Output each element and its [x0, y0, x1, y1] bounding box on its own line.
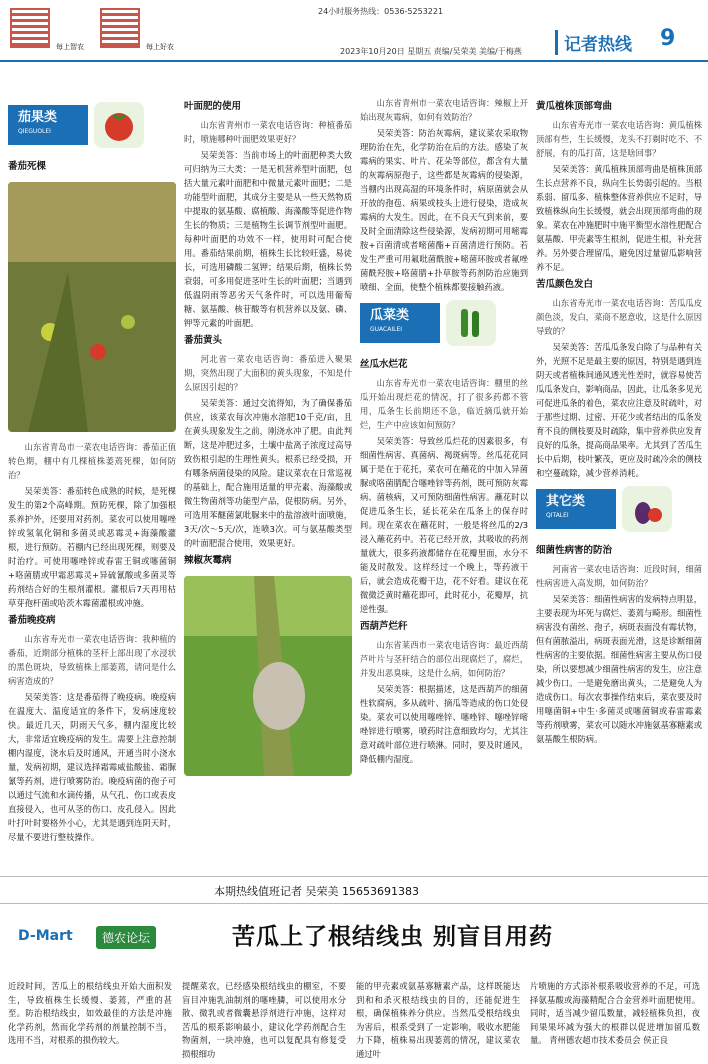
- question-text: 山东省莱西市一菜农电话咨询：最近西葫芦叶片与茎秆结合的部位出现腐烂了，腐烂，并发出恶臭味，这是什么病，如何防治？: [360, 640, 528, 678]
- section-banner-other: [536, 484, 702, 534]
- answer-text: 吴荣美答：这是番茄得了晚疫病。晚疫病在温度大、温度适宜的条件下，发病速度较快。最近几天，阴雨天气多，棚内湿度比较大，非常适宜晚疫病的发生。需要上注意控制棚内湿度，浇水后及时通风，开通当时小浇水量，发病初期，建议选择霜霉威盐酸盐、霜脲氰等药剂，进行喷雾防治。晚疫病菌的孢子可以通过气流和水滴传播，从气孔、伤口或表皮直接侵入，也可从茎的伤口、皮孔侵入。因此叶打叶时要格外小心，尤其是遇到连阴天时，尽量不要进行整枝操作。: [8, 692, 176, 842]
- hotline: 24小时服务热线：0536-5253221: [318, 7, 444, 16]
- section-tag: [360, 303, 440, 343]
- answer-text: 吴荣美答：细菌性病害的发病特点明显，主要表现为坏死与腐烂、萎蔫与畸形。细菌性病害没有菌丝、孢子，病斑表面没有霉状物，但有菌脓溢出，病斑表面光滑，这是诊断细菌性病害的主要依据。细菌性病害主要从伤口侵染，所以要想减少细菌性病害的发生，应注意减少伤口。一是避免磨出黄头，二是避免人为造成伤口。每次农事操作结束后，菜农要及时用噻菌铜+中生·多菌灵或噻菌铜或春雷霉素等药剂喷雾，菜农可以随水冲施氨基寡糖素或氨基酸生根防病。: [536, 594, 702, 744]
- column-2: [184, 96, 352, 866]
- page-number: 9: [660, 26, 676, 51]
- qr-label: 每上好农: [146, 43, 174, 51]
- qr-code-icon: [100, 8, 140, 48]
- vegetables-icon: [622, 486, 672, 532]
- answer-text: 吴荣美答：番茄转色成熟的时候，是死棵发生的第2个高峰期。预防死棵，除了加强根系养护外，还要用对药剂。菜农可以使用噻唑锌或氢氧化铜和多菌灵或恶霉灵+海藻酸灌根，进行预防。若棚内已经出现死棵，则要及时治疗。可使用噻唑锌或春雷王铜或噻菌铜+咯菌腈或甲霜恶霉灵+异硫氰酸或多菌灵等药剂结合好的生根剂灌根。灌根后7天再用枯草芽孢杆菌或哈茨木霉菌灌根或冲施。: [8, 486, 176, 608]
- answer-text: 吴荣美答：黄瓜植株顶部弯曲是植株顶部生长点营养不良，纵向生长势弱引起的。当根系弱、留瓜多、植株整体营养供应不足时，导致植株纵向生长缓慢，就会出现顶部弯曲的现象。菜农在冲施肥时中施平衡型水溶性肥配合氨基酸、甲壳素等生根剂，促进生根，补充营养。另外要合理留瓜，避免因过量留瓜影响营养不足。: [536, 164, 702, 272]
- question-text: 山东省青岛市一菜农电话咨询：番茄正值转色期，棚中有几棵植株萎蔫死棵，如何防治？: [8, 442, 176, 480]
- question-text: 山东省寿光市一菜农电话咨询：棚里的丝瓜开始出现烂花的情况，打了很多药都不管用，瓜条生长前期还不急，临近摘瓜就开始烂，生产中应该如何预防？: [360, 378, 528, 430]
- section-banner-melon: [360, 298, 528, 348]
- ad-text: 片喷施的方式添补根系吸收营养的不足，可选择氨基酸或海藻精配合合金营养叶面肥使用。同时，适当减少留瓜数量，减轻植株负担，夜间果果坏减为强大的根群以促进增加留瓜数量。 青州德农超市技术委员会 侯正良: [530, 981, 700, 1046]
- question-text: 山东省青州市一菜农电话咨询：辣椒上开始出现灰霉病，如何有效防治？: [360, 98, 528, 122]
- answer-text: 吴荣美答：防治灰霉病，建议菜农采取物理防治在先，化学防治在后的方法。感染了灰霉病的果实、叶片、花朵等部位，都含有大量的灰霉病原孢子，这些都是灰霉病的侵染源，当棚内出现高湿的环境条件时，病原菌就会从开放的孢苞、病果或枝头上进行侵染，造成灰霉病的大发生。因此，在不良天气到来前，要及时全面清除这些侵染源，发病初期可用嘧霉胺+百菌清或者嘧菌酯+百菌清进行预防。若发生严重可用氟吡菌酰胺+嘧菌环胺或者氟唑菌酰羟胺+咯菌腈+扑草胺等药剂防治应施到喷细、全面，使整个植株都要接触药液。: [360, 128, 528, 292]
- qr-label: 每上智农: [56, 43, 84, 51]
- article-title: 丝瓜水烂花: [360, 359, 408, 370]
- column-4: [536, 96, 702, 866]
- article-title: 西葫芦烂秆: [360, 621, 408, 632]
- question-text: 山东省寿光市一菜农电话咨询：黄瓜植株顶部有些，生长缓慢，龙头不打剃时吃不、不舒展，有的瓜打苗，这是啥回事？: [536, 120, 702, 158]
- dateline: 2023年10月20日 星期五 责编/吴荣美 美编/于梅燕: [340, 47, 522, 56]
- answer-text: 吴荣美答：苦瓜瓜条发白除了与品种有关外，光照不足是最主要的原因，特别是遇到连阴天或者植株间通风透光性差时，就容易使苦瓜瓜条发白，影响商品，因此，让瓜条多见光可促进瓜条的着色，菜农应注意及时疏叶，对于那些过期、过密、开花少或者结出的瓜条发育不良的侧枝要及时疏除，集中营养供应发育良好的瓜条，提高商品果率。尤其到了苦瓜生长中后期，枝叶繁茂，更应及时疏冷余的侧枝和空蔓疏除，减少营养消耗。: [536, 342, 702, 478]
- section-pinyin: QITALEI: [546, 512, 569, 519]
- tomato-plant-photo: [8, 182, 176, 432]
- question-text: 山东省青州市一菜农电话咨询：种植番茄时，喷施哪种叶面肥效果更好？: [184, 120, 352, 144]
- column-3: [360, 96, 528, 866]
- ad-text: 近段时间，苦瓜上的根结线虫开始大面积发生，导致植株生长缓慢、萎蔫，严重的甚至。防治根结线虫，如效最佳的方法是冲施化学药剂，然而化学药剂的剂量控制不当，选用不当，对根系的损伤较大。: [8, 981, 172, 1046]
- section-pinyin: GUACAILEI: [370, 326, 403, 333]
- pepper-mold-photo: [184, 576, 352, 776]
- article-title: 番茄晚疫病: [8, 615, 56, 626]
- duty-reporter: 本期热线值班记者 吴荣美 15653691383: [214, 885, 419, 898]
- article-title: 番茄死棵: [8, 161, 47, 172]
- dmart-logo: D-Mart: [18, 928, 73, 944]
- ad-headline: 苦瓜上了根结线虫 别盲目用药: [232, 924, 554, 950]
- section-title: 茄果类: [18, 110, 58, 125]
- section-title: 其它类: [546, 494, 586, 509]
- section-banner-fruit: [8, 100, 176, 150]
- section-tag: [536, 489, 616, 529]
- article-title: 辣椒灰霉病: [184, 555, 232, 566]
- hotline-footer: [0, 876, 708, 904]
- article-title: 苦瓜颜色发白: [536, 279, 594, 290]
- answer-text: 吴荣美答：当前市场上的叶面肥种类大致可归纳为三大类：一是无机营养型叶面肥，包括大量元素叶面肥和中微量元素叶面肥；二是功能型叶面肥，其成分主要是从一些天然物质中提取的氨基酸、腐植酸、海藻酸等促进作物生长的物质；三是植物生长调节剂型叶面肥。每种叶面肥的功效不一样，使用时可配合使用。番茄结果前期，植株生长比较旺盛，易徒长，可选用磷酸二氢钾；结果后期，植株长势衰弱，可多用促进茎叶生长的叶面肥；当遇到低温阴雨等恶劣天气条件时，可以选用葡萄糖、氨基酸、核苷酸等有机营养以及氨、磷、钾等元素的叶面肥。: [184, 150, 352, 328]
- ad-banner: [0, 912, 708, 970]
- section-pinyin: QIEGUOLEI: [18, 128, 51, 135]
- column-1: [8, 96, 176, 866]
- forum-badge: 德农论坛: [96, 926, 156, 949]
- question-text: 河北省一菜农电话咨询：番茄进入聚果期，突然出现了大面积的黄头现象，不知是什么原因引起的？: [184, 354, 352, 392]
- section-title: 瓜菜类: [370, 308, 410, 323]
- section-brand: 记者热线: [555, 30, 632, 55]
- question-text: 河南省一菜农电话咨询：近段时间，细菌性病害进入高发期，如何防治？: [536, 564, 702, 588]
- answer-text: 吴荣美答：根据描述，这是西葫芦的细菌性软腐病，多从疏叶、摘瓜等造成的伤口处侵染。菜农可以使用噻唑锌、噻唑锌、噻唑锌嘧唑锌进行喷雾，喷药时注意细致均匀，尤其注意对疏叶部位进行喷淋。同时，要及时通风，降低棚内湿度。: [360, 684, 528, 764]
- cucumber-icon: [446, 300, 496, 346]
- section-tag: [8, 105, 88, 145]
- answer-text: 吴荣美答：通过交流得知，为了确保番茄供应，该菜农每次冲施水溶肥10千克/亩，且在黄头现象发生之前，刚浇水冲了肥。由此判断，这是冲肥过多，土壤中盐离子浓度过高导致伤根引起的生理性黄头。根系已经受损，开有哪条病菌侵染的风险。建议菜农在日常巡视的基础上，配合施用适量的甲壳素、海藻酸或微生物菌剂等功能型产品，促根防病。另外，可选用苯醚菌氯吡脲来中的盐溶液叶面喷施，3天/次～5天/次，连喷3次。可与氨基酸类型的叶面肥混合使用，效果更好。: [184, 398, 352, 548]
- ad-text: 能的甲壳素或氨基寡糖素产品，这样既能达到和和杀灭根结线虫的目的，还能促进生根，确保植株养分供应。当然瓜受根结线虫为害后，根系受到了一定影响，吸收水肥能力下降，植株易出现萎蔫的情况，建议菜农通过叶: [356, 981, 520, 1059]
- article-title: 叶面肥的使用: [184, 101, 242, 112]
- article-title: 黄瓜植株顶部弯曲: [536, 101, 613, 112]
- ad-text: 提醒菜农，已经感染根结线虫的棚室，不要盲目冲施乳油制剂的噻唑膦，可以使用水分散、微乳或者微囊悬浮剂进行冲施，这样对苦瓜的根系影响最小，建议化学药剂配合生物菌剂，一块冲施，也可以复配具有修复受损根细功: [182, 981, 346, 1059]
- article-title: 细菌性病害的防治: [536, 545, 613, 556]
- qr-code-icon: [10, 8, 50, 48]
- page-header: [0, 0, 708, 62]
- answer-text: 吴荣美答：导致丝瓜烂花的因素很多，有细菌性病害、真菌病、褐斑病等。丝瓜花花同属于是在于花托，菜农可在蘸花的中加入异菌脲或咯菌腈配合噻唑锌等药剂，既可预防灰霉病、菌核病，又可预防细菌性病害。蘸花时以促进瓜条生长，延长花朵在瓜条上的保存时间。现在菜农在蘸花时，一般是将丝瓜的2/3浸入蘸花药中。若花已经开放，其吸收的药剂量就大，很多药液都储存在花瓣里面，水分不能及时散发。这样经过一个晚上，等药液干后，就会造成花瓣干边，花不好看。建议在花微微泛黄时蘸花即可，此时花小，花瓣厚，抗逆性强。: [360, 436, 528, 614]
- question-text: 山东省寿光市一菜农电话咨询：苦瓜瓜皮颜色淡，发白，菜商不愿意收，这是什么原因导致的？: [536, 298, 702, 336]
- question-text: 山东省寿光市一菜农电话咨询：我种植的番茄，近期部分植株的茎秆上部出现了水浸状的黑色斑块，导致植株上部萎蔫，请问是什么病害造成的？: [8, 634, 176, 686]
- tomato-icon: [94, 102, 144, 148]
- article-title: 番茄黄头: [184, 335, 223, 346]
